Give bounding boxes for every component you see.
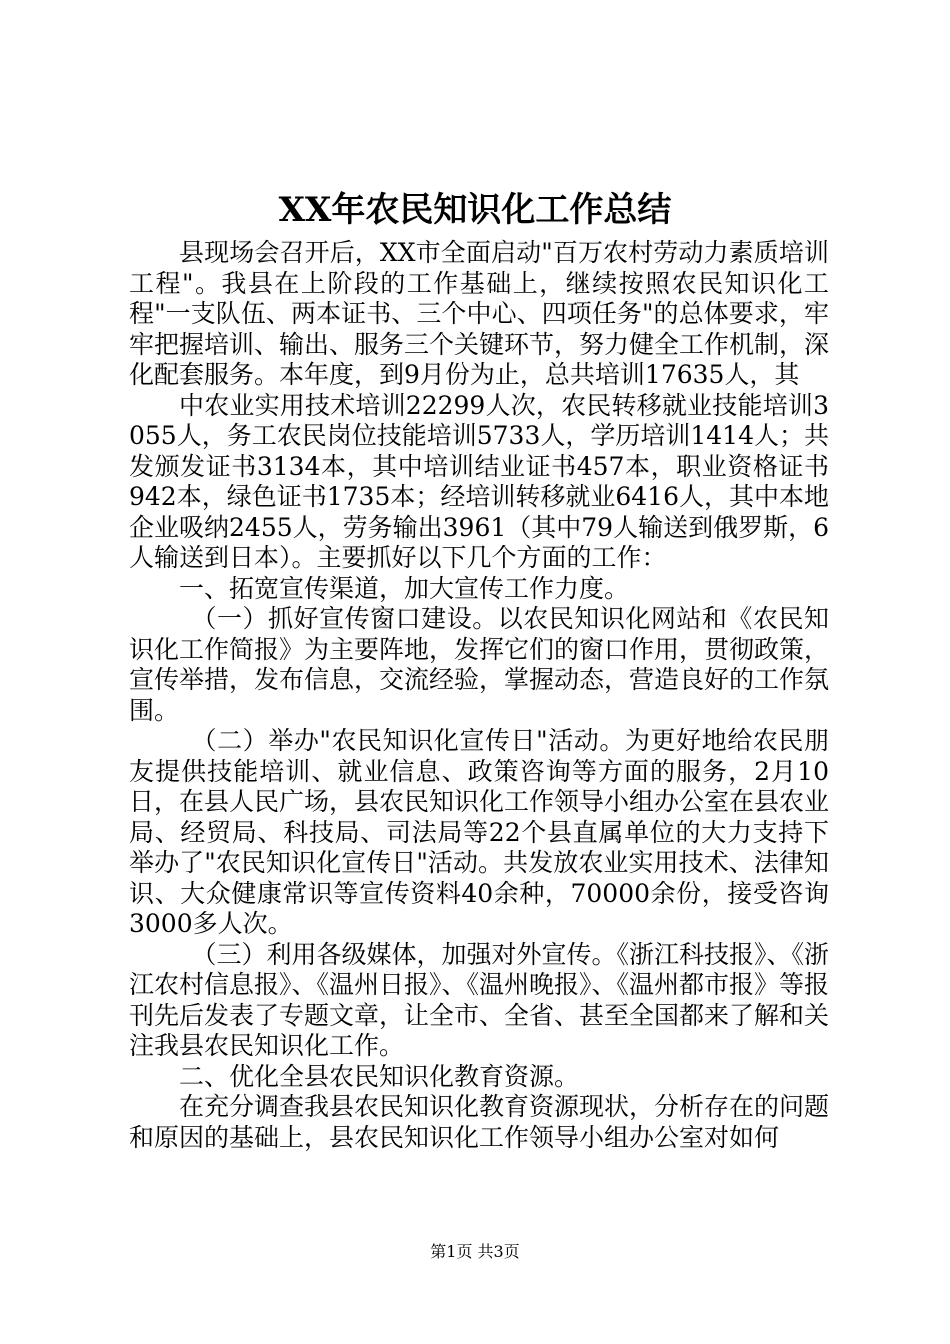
- paragraph-section-2: 在充分调查我县农民知识化教育资源现状，分析存在的问题和原因的基础上，县农民知识化工作领导小组办公室对如何: [129, 1092, 830, 1152]
- paragraph-training-stats: 中农业实用技术培训22299人次，农民转移就业技能培训3055人，务工农民岗位技能培训5733人，学历培训1414人；共发颁发证书3134本，其中培训结业证书457本，职业资格证书942本，绿色证书1735本；经培训转移就业6416人，其中本地企业吸纳2455人，劳务输出3961（其中79人输送到俄罗斯，6人输送到日本）。主要抓好以下几个方面的工作：: [129, 390, 829, 572]
- subsection-1-1: （一）抓好宣传窗口建设。以农民知识化网站和《农民知识化工作简报》为主要阵地，发挥它们的窗口作用，贯彻政策，宣传举措，发布信息，交流经验，掌握动态，营造良好的工作氛围。: [129, 604, 830, 725]
- subsection-1-3: （三）利用各级媒体，加强对外宣传。《浙江科技报》、《浙江农村信息报》、《温州日报》、《温州晚报》、《温州都市报》等报刊先后发表了专题文章，让全市、全省、甚至全国都来了解和关注我县农民知识化工作。: [129, 939, 830, 1060]
- section-heading-1: 一、拓宽宣传渠道，加大宣传工作力度。: [179, 573, 630, 603]
- document-title: XX年农民知识化工作总结: [278, 190, 672, 230]
- page-footer: 第1页 共3页: [430, 1242, 520, 1261]
- section-heading-2: 二、优化全县农民知识化教育资源。: [179, 1061, 580, 1091]
- paragraph-intro: 县现场会召开后，XX市全面启动"百万农村劳动力素质培训工程"。我县在上阶段的工作基础上，继续按照农民知识化工程"一支队伍、两本证书、三个中心、四项任务"的总体要求，牢牢把握培训、输出、服务三个关键环节，努力健全工作机制，深化配套服务。本年度，到9月份为止，总共培训17635人，其: [129, 238, 830, 389]
- document-body: [129, 238, 829, 1153]
- subsection-1-2: （二）举办"农民知识化宣传日"活动。为更好地给农民朋友提供技能培训、就业信息、政策咨询等方面的服务，2月10日，在县人民广场，县农民知识化工作领导小组办公室在县农业局、经贸局、科技局、司法局等22个县直属单位的大力支持下举办了"农民知识化宣传日"活动。共发放农业实用技术、法律知识、大众健康常识等宣传资料40余种，70000余份，接受咨询3000多人次。: [129, 726, 830, 938]
